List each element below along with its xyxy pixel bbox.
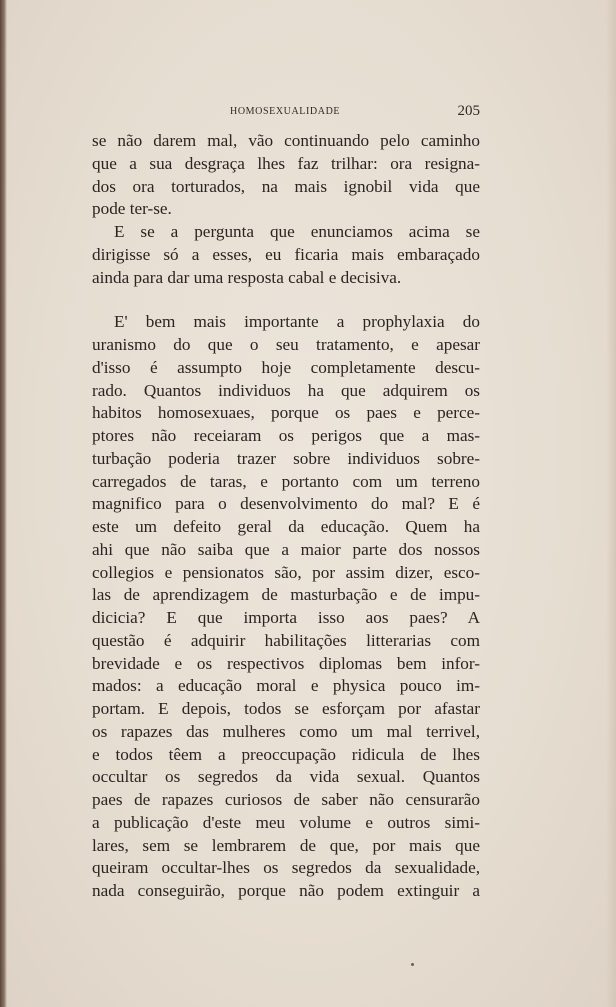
text-line: nada conseguirão, porque não podem extinguir a <box>92 881 480 900</box>
paragraph-3 <box>92 311 480 903</box>
text-line: dos ora torturados, na mais ignobil vida que <box>92 176 480 196</box>
text-line: questão é adquirir habilitações litterarias com <box>92 630 480 650</box>
text-line: que a sua desgraça lhes faz trilhar: ora resigna- <box>92 153 480 173</box>
paragraph-2 <box>92 221 480 289</box>
text-line: este um defeito geral da educação. Quem ha <box>92 517 480 536</box>
paragraph-1 <box>92 130 480 221</box>
text-line: pode ter-se. <box>92 199 172 219</box>
text-line: turbação poderia trazer sobre individuos sobre- <box>92 448 480 468</box>
running-head <box>92 103 484 123</box>
text-line: mados: a educação moral e physica pouco im- <box>92 676 480 696</box>
text-line: E se a pergunta que enunciamos acima se <box>114 222 480 241</box>
section-gap <box>92 289 480 311</box>
text-line: carregados de taras, e portanto com um terreno <box>92 471 480 491</box>
text-line: ahi que não saiba que a maior parte dos nossos <box>92 539 480 559</box>
text-line: e todos têem a preoccupação ridicula de lhes <box>92 744 480 764</box>
body-text <box>92 130 480 903</box>
text-line: uranismo do que o seu tratamento, e apesar <box>92 335 480 354</box>
text-line: lares, sem se lembrarem de que, por mais que <box>92 835 480 855</box>
text-line: dirigisse só a esses, eu ficaria mais embaraçado <box>92 244 480 264</box>
text-line: se não darem mal, vão continuando pelo caminho <box>92 131 480 150</box>
text-line: collegios e pensionatos são, por assim dizer, esco- <box>92 562 480 582</box>
text-line: queiram occultar-lhes os segredos da sexualidade, <box>92 858 480 878</box>
text-line: las de aprendizagem de masturbação e de impu- <box>92 585 480 605</box>
page-binding-edge <box>0 0 7 1007</box>
text-line: dicicia? E que importa isso aos paes? A <box>92 608 480 627</box>
paper-speck <box>411 963 414 966</box>
text-line: ainda para dar uma resposta cabal e decisiva. <box>92 267 402 287</box>
text-line: ptores não receiaram os perigos que a mas- <box>92 426 480 445</box>
text-line: portam. E depois, todos se esforçam por afastar <box>92 699 480 718</box>
text-line: E' bem mais importante a prophylaxia do <box>114 312 480 332</box>
running-head-title: HOMOSEXUALIDADE <box>230 106 341 117</box>
text-line: brevidade e os respectivos diplomas bem infor- <box>92 653 480 673</box>
text-line: paes de rapazes curiosos de saber não censurarão <box>92 790 480 809</box>
text-line: habitos homosexuaes, porque os paes e perce- <box>92 403 480 423</box>
text-line: d'isso é assumpto hoje completamente descu- <box>92 357 480 377</box>
text-line: rado. Quantos individuos ha que adquirem os <box>92 380 480 400</box>
page-number: 205 <box>457 103 480 119</box>
text-line: os rapazes das mulheres como um mal terrivel, <box>92 721 480 741</box>
text-line: occultar os segredos da vida sexual. Quantos <box>92 767 480 787</box>
text-line: magnifico para o desenvolvimento do mal? E é <box>92 494 480 514</box>
text-line: a publicação d'este meu volume e outros simi- <box>92 812 480 832</box>
page-right-edge <box>606 0 616 1007</box>
